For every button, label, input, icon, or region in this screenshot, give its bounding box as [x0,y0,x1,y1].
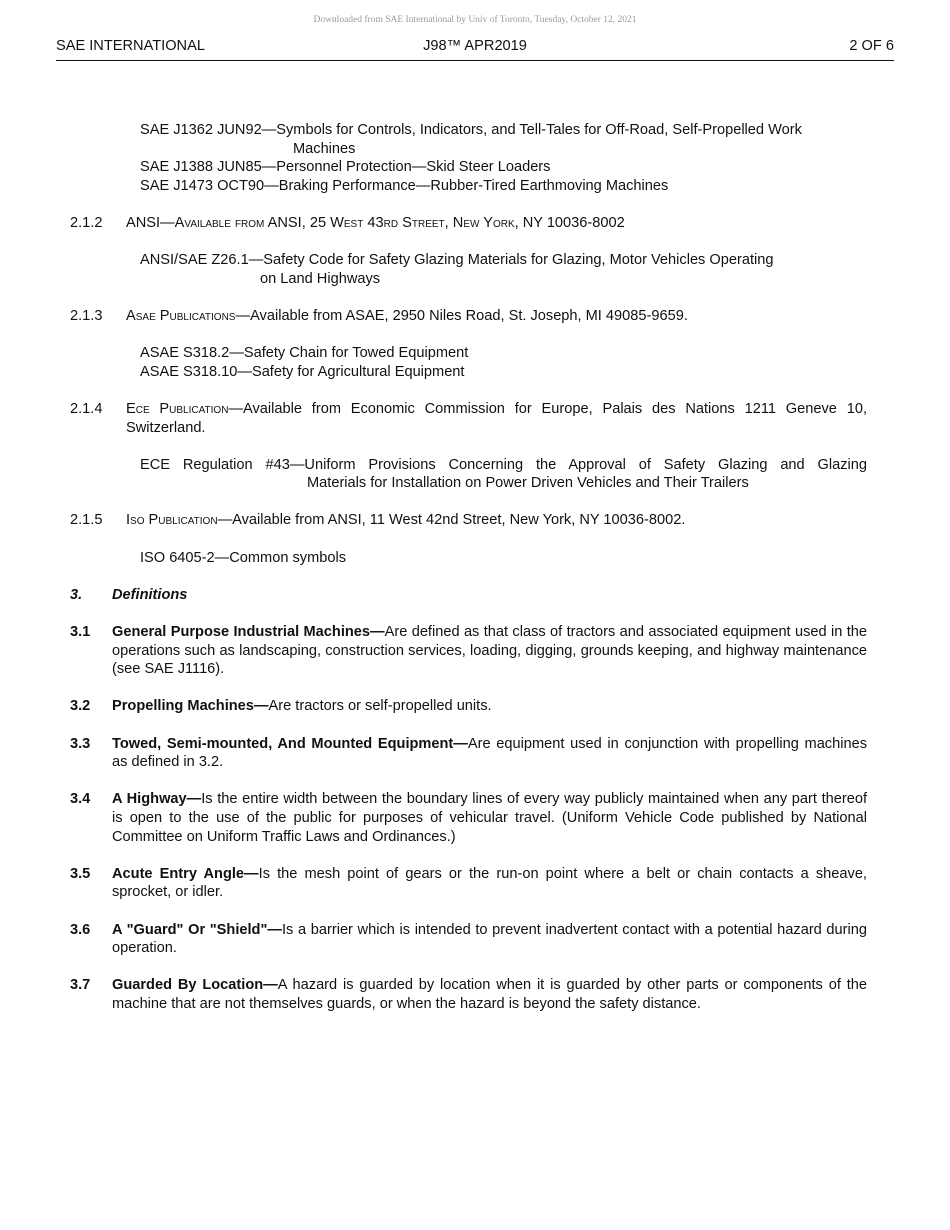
definition-3-7: 3.7 Guarded By Location—A hazard is guarded by location when it is guarded by other parts or components of the machine that are not themselves guards, or when the hazard is beyond the safety distance. [70,977,868,1012]
definition-3-5: 3.5 Acute Entry Angle—Is the mesh point of gears or the run-on point where a belt or chain contacts a sheave, sprocket, or idler. [70,865,867,901]
reference-sae-j1362: SAE J1362 JUN92—Symbols for Controls, Indicators, and Tell-Tales for Off-Road, Self-Propelled Work Machines [140,122,802,157]
definition-3-4: 3.4 A Highway—Is the entire width between the boundary lines of every way publicly maintained when any part thereof is open to the use of the public for purposes of vehicular travel. (Uniform Vehicle Code published by National Committee on Uniform Traffic Laws and Ordinances.) [70,791,867,845]
page-body [0,121,950,1014]
definition-3-6: 3.6 A "Guard" Or "Shield"—Is a barrier which is intended to prevent inadvertent contact with a potential hazard during operation. [70,921,867,957]
reference-asae-s318-2: ASAE S318.2—Safety Chain for Towed Equipment [140,345,469,362]
section-title: ANSI—Available from ANSI, 25 West 43rd Street, New York, NY 10036-8002 [126,214,625,231]
header-org: SAE INTERNATIONAL [56,38,205,54]
reference-ece-regulation-43: ECE Regulation #43—Uniform Provisions Concerning the Approval of Safety Glazing and Glazing Materials for Installation on Power Driven Vehicles and Their Trailers [140,456,867,492]
reference-ansi-z26-1: ANSI/SAE Z26.1—Safety Code for Safety Glazing Materials for Glazing, Motor Vehicles Operating on Land Highways [140,252,774,287]
section-number: 2.1.2 [70,214,103,231]
definition-3-3: 3.3 Towed, Semi-mounted, And Mounted Equipment—Are equipment used in conjunction with propelling machines as defined in 3.2. [70,735,867,771]
definition-3-2: 3.2 Propelling Machines—Are tractors or self-propelled units. [70,698,492,715]
section-2-1-2 [70,214,867,233]
reference-sae-j1473: SAE J1473 OCT90—Braking Performance—Rubber-Tired Earthmoving Machines [140,177,669,194]
reference-asae-s318-10: ASAE S318.10—Safety for Agricultural Equipment [140,363,465,380]
section-2-1-5: 2.1.5 Iso Publication—Available from ANSI, 11 West 42nd Street, New York, NY 10036-8002. [70,512,686,529]
header-doc-id: J98™ APR2019 [423,38,527,54]
download-watermark: Downloaded from SAE International by Univ of Toronto, Tuesday, October 12, 2021 [313,15,637,25]
section-2-1-4: 2.1.4 Ece Publication—Available from Economic Commission for Europe, Palais des Nations 1211 Geneve 10, Switzerland. [70,400,867,436]
page-header [56,38,894,61]
reference-iso-6405-2: ISO 6405-2—Common symbols [140,549,347,566]
definitions-heading: 3. Definitions [70,586,188,603]
section-2-1-3: 2.1.3 Asae Publications—Available from ASAE, 2950 Niles Road, St. Joseph, MI 49085-9659. [70,307,688,324]
reference-sae-j1388: SAE J1388 JUN85—Personnel Protection—Skid Steer Loaders [140,159,551,176]
definition-3-1: 3.1 General Purpose Industrial Machines—Are defined as that class of tractors and associated equipment used in the operations such as landscaping, construction services, loading, digging, grounds keeping, and highway maintenance (see SAE J1116). [70,624,867,678]
header-page-number: 2 OF 6 [849,38,894,54]
